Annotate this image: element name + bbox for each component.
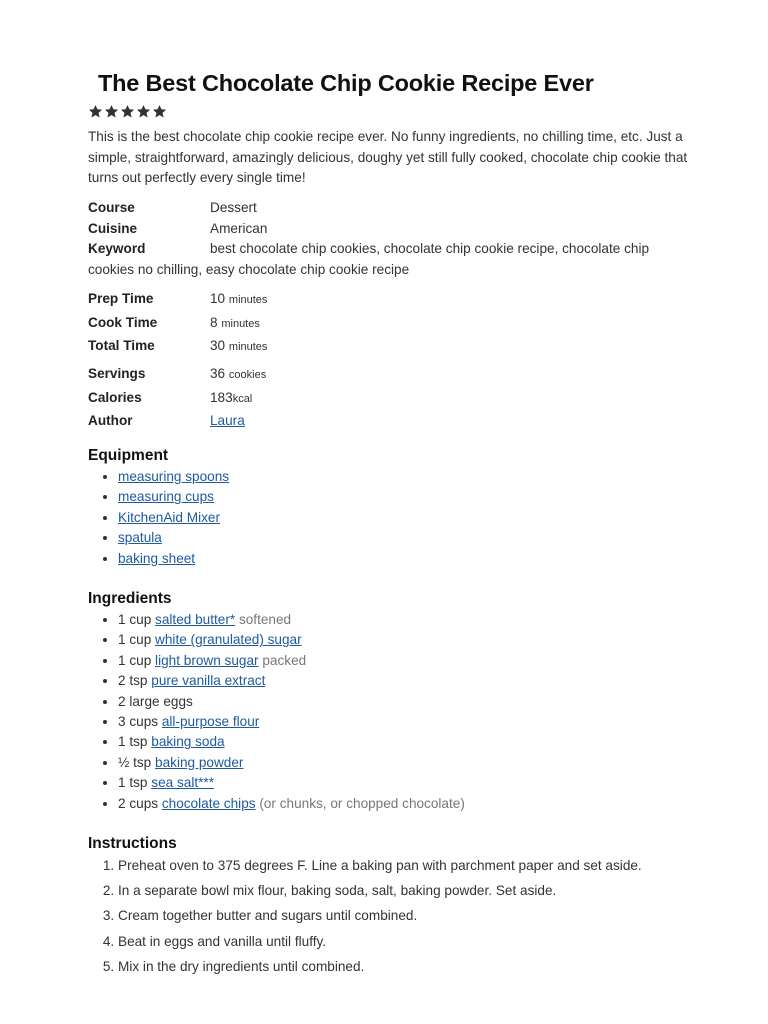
- instruction-step: 2. In a separate bowl mix flour, baking soda, salt, baking powder. Set aside.: [118, 878, 642, 903]
- ingredient-link[interactable]: pure vanilla extract: [151, 673, 266, 689]
- calories-value: 183: [210, 389, 233, 405]
- author-link[interactable]: Laura: [210, 413, 245, 428]
- time-unit: minutes: [228, 294, 268, 306]
- star-icon: [88, 104, 103, 119]
- meta-value: best chocolate chip cookies, chocolate chip cookie recipe, chocolate chip cookies no chilling, easy chocolate chip cookie recipe: [88, 241, 650, 277]
- time-unit: minutes: [228, 341, 268, 353]
- equipment-item: [118, 467, 229, 487]
- meta-label: Cuisine: [88, 220, 138, 236]
- recipe-times: [88, 288, 688, 359]
- ingredient-link[interactable]: chocolate chips: [161, 795, 256, 811]
- meta-label: Keyword: [88, 241, 146, 256]
- equipment-item: [118, 487, 229, 507]
- ingredient-item: [118, 692, 465, 712]
- recipe-details: [88, 363, 688, 432]
- instruction-step: 3. Cream together butter and sugars until combined.: [118, 903, 642, 928]
- ingredient-amount: ½ tsp: [118, 754, 152, 770]
- star-icon: [104, 104, 119, 119]
- ingredient-amount: 1 tsp: [118, 734, 148, 750]
- equipment-link[interactable]: measuring spoons: [118, 469, 230, 484]
- ingredient-item: [118, 773, 465, 793]
- servings-unit: cookies: [228, 369, 267, 381]
- ingredient-link[interactable]: light brown sugar: [155, 652, 259, 668]
- equipment-heading: Equipment: [88, 447, 169, 464]
- detail-author: [88, 410, 688, 432]
- ingredient-item: [118, 630, 465, 650]
- time-value: 30: [210, 338, 226, 353]
- meta-course: [88, 198, 688, 219]
- ingredient-note: softened: [238, 612, 292, 627]
- ingredient-item: [118, 753, 465, 773]
- ingredient-link[interactable]: sea salt***: [151, 775, 214, 791]
- rating-stars[interactable]: [88, 104, 167, 119]
- detail-label: Calories: [88, 389, 142, 405]
- recipe-summary: This is the best chocolate chip cookie recipe ever. No funny ingredients, no chilling time, etc. Just a simple, straightforward, amazingly delicious, doughy yet still fully cooked, chocolate chip cookie that turns out perfectly every single time!: [88, 129, 688, 185]
- meta-value: American: [210, 220, 268, 236]
- calories-unit: kcal: [232, 392, 253, 405]
- ingredient-item: [118, 651, 465, 671]
- time-prep: [88, 288, 688, 312]
- time-value: 10: [210, 291, 226, 306]
- ingredient-amount: 1 cup: [118, 612, 152, 627]
- instructions-heading: Instructions: [88, 835, 177, 852]
- ingredient-item: [118, 712, 465, 732]
- time-label: Cook Time: [88, 314, 158, 330]
- star-icon: [136, 104, 151, 119]
- instructions-list: [88, 853, 642, 979]
- equipment-list: [88, 467, 229, 569]
- equipment-item: [118, 528, 229, 548]
- ingredient-amount: 1 tsp: [118, 775, 148, 791]
- ingredient-note: (or chunks, or chopped chocolate): [259, 795, 465, 811]
- equipment-link[interactable]: spatula: [118, 530, 162, 546]
- ingredient-link[interactable]: baking soda: [151, 734, 225, 750]
- detail-servings: [88, 363, 688, 387]
- ingredient-link[interactable]: white (granulated) sugar: [155, 632, 302, 648]
- detail-calories: [88, 387, 688, 411]
- ingredient-amount: 2 cups: [118, 795, 159, 811]
- instruction-step: 5. Mix in the dry ingredients until combined.: [118, 954, 642, 979]
- time-total: [88, 335, 688, 359]
- ingredients-list: [88, 610, 465, 814]
- ingredient-amount: 2 tsp: [118, 673, 148, 689]
- ingredient-amount: 2 large eggs: [118, 693, 193, 709]
- meta-value: Dessert: [210, 200, 257, 215]
- time-cook: [88, 312, 688, 336]
- ingredient-amount: 1 cup: [118, 652, 152, 668]
- meta-keyword: [88, 239, 688, 280]
- equipment-item: [118, 549, 229, 569]
- detail-label: Author: [88, 413, 133, 428]
- ingredient-link[interactable]: salted butter*: [155, 612, 236, 627]
- star-icon: [152, 104, 167, 119]
- detail-label: Servings: [88, 366, 146, 381]
- ingredient-item: [118, 671, 465, 691]
- meta-cuisine: [88, 219, 688, 240]
- star-icon: [120, 104, 135, 119]
- equipment-link[interactable]: KitchenAid Mixer: [118, 509, 220, 525]
- instruction-step: 1. Preheat oven to 375 degrees F. Line a baking pan with parchment paper and set aside.: [118, 853, 642, 878]
- ingredient-amount: 3 cups: [118, 714, 159, 730]
- ingredients-heading: Ingredients: [88, 590, 172, 607]
- ingredient-item: [118, 732, 465, 752]
- equipment-item: [118, 508, 229, 528]
- recipe-meta: [88, 198, 688, 280]
- ingredient-note: packed: [262, 652, 307, 668]
- ingredient-link[interactable]: baking powder: [155, 754, 244, 770]
- recipe-title: The Best Chocolate Chip Cookie Recipe Ever: [98, 70, 594, 96]
- ingredient-item: [118, 794, 465, 814]
- ingredient-item: [118, 610, 465, 630]
- servings-value[interactable]: 36: [210, 366, 226, 381]
- equipment-link[interactable]: baking sheet: [118, 550, 196, 566]
- time-label: Prep Time: [88, 291, 154, 306]
- instruction-step: 4. Beat in eggs and vanilla until fluffy.: [118, 929, 642, 954]
- time-unit: minutes: [221, 317, 260, 330]
- time-label: Total Time: [88, 338, 155, 353]
- meta-label: Course: [88, 200, 135, 215]
- equipment-link[interactable]: measuring cups: [118, 489, 214, 505]
- time-value: 8: [210, 314, 218, 330]
- ingredient-link[interactable]: all-purpose flour: [161, 714, 260, 730]
- ingredient-amount: 1 cup: [118, 632, 152, 648]
